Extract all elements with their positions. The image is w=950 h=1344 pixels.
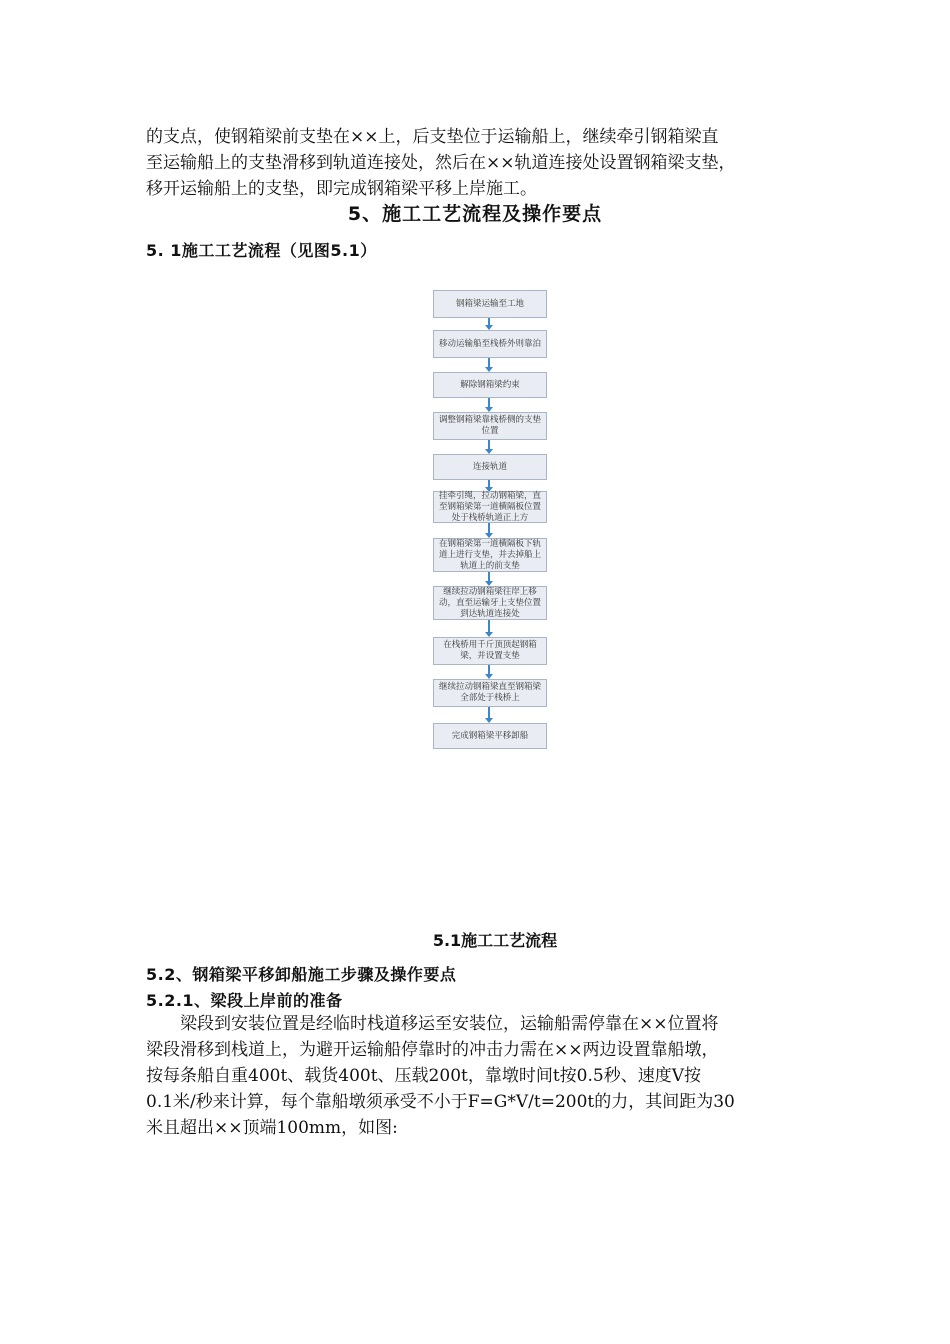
flow-step: 完成钢箱梁平移卸船	[433, 723, 547, 749]
flow-step: 解除钢箱梁约束	[433, 372, 547, 398]
body-line: 梁段滑移到栈道上，为避开运输船停靠时的冲击力需在××两边设置靠船墩，	[146, 1040, 719, 1060]
flow-step: 挂牵引绳，拉动钢箱梁，直至钢箱梁第一道横隔板位置处于栈桥轨道正上方	[433, 491, 547, 523]
flow-step: 钢箱梁运输至工地	[433, 290, 547, 318]
body-line: 梁段到安装位置是经临时栈道移运至安装位，运输船需停靠在××位置将	[146, 1014, 719, 1034]
figure-caption: 5.1施工工艺流程	[432, 931, 558, 950]
flow-step: 继续拉动钢箱梁直至钢箱梁全部处于栈桥上	[433, 679, 547, 707]
flow-arrow	[488, 707, 490, 719]
flow-step: 调整钢箱梁靠栈桥侧的支垫位置	[433, 412, 547, 440]
flow-arrow	[488, 398, 490, 408]
flow-arrow	[488, 665, 490, 675]
flow-arrow	[488, 440, 490, 450]
section-5-title: 5、施工工艺流程及操作要点	[347, 203, 603, 225]
flow-arrow	[488, 358, 490, 368]
intro-paragraph	[146, 124, 810, 202]
flow-step: 在栈桥用千斤顶顶起钢箱梁，并设置支垫	[433, 637, 547, 665]
flow-step: 移动运输船至栈桥外则靠泊	[433, 330, 547, 358]
section-5-1-heading: 5. 1施工工艺流程（见图5.1）	[146, 241, 377, 260]
flow-step: 在钢箱梁第一道横隔板下轨道上进行支垫，并去掉船上轨道上的前支垫	[433, 538, 547, 572]
body-line: 0.1米/秒来计算，每个靠船墩须承受不小于F=G*V/t=200t的力，其间距为30	[146, 1092, 735, 1112]
flow-arrow	[488, 318, 490, 326]
section-5-2-1-paragraph	[146, 1011, 810, 1141]
intro-line: 移开运输船上的支垫，即完成钢箱梁平移上岸施工。	[146, 179, 537, 199]
section-5-2-1-heading: 5.2.1、梁段上岸前的准备	[146, 991, 343, 1010]
section-5-2-heading: 5.2、钢箱梁平移卸船施工步骤及操作要点	[146, 965, 457, 984]
body-line: 按每条船自重400t、载货400t、压载200t，靠墩时间t按0.5秒、速度V按	[146, 1066, 701, 1086]
flow-step: 继续拉动钢箱梁往岸上移动，直至运输牙上支垫位置到达轨道连接处	[433, 586, 547, 620]
flow-arrow	[488, 572, 490, 582]
flow-step: 连接轨道	[433, 454, 547, 480]
intro-line: 至运输船上的支垫滑移到轨道连接处，然后在××轨道连接处设置钢箱梁支垫，	[146, 153, 736, 173]
flow-arrow	[488, 620, 490, 633]
intro-line: 的支点，使钢箱梁前支垫在××上，后支垫位于运输船上，继续牵引钢箱梁直	[146, 127, 719, 147]
body-line: 米且超出××顶端100mm，如图:	[146, 1118, 398, 1138]
flow-arrow	[488, 523, 490, 534]
flow-arrow	[488, 480, 490, 488]
